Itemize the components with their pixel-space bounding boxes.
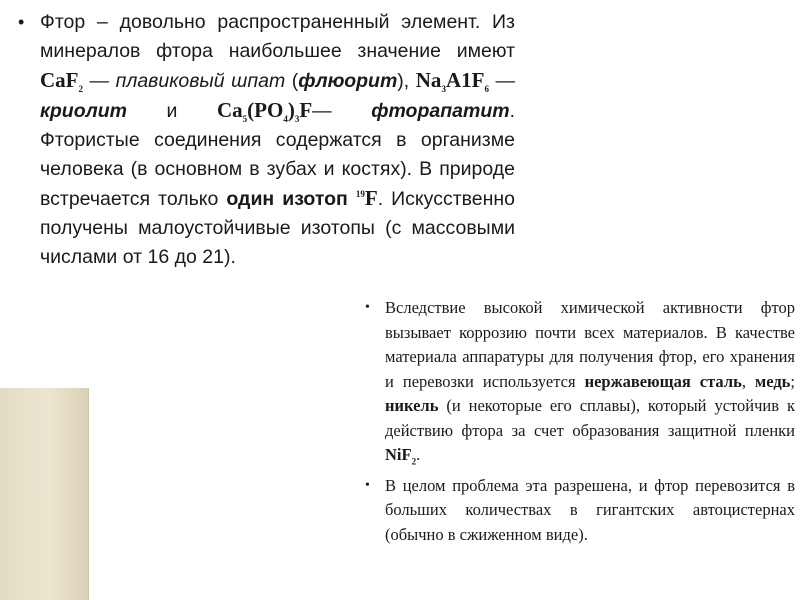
term-stainless-steel: нержавеющая сталь — [584, 371, 742, 391]
formula-cryolite: $Na_3A1F_6$ — [415, 68, 489, 95]
formula-caf2: CaF$_2$ — [40, 68, 83, 95]
formula-nif2: NiF$_2$ — [385, 445, 417, 467]
term-fluorapatite: фторапатит — [371, 100, 510, 122]
list-item: • Вследствие высокой химической активности фтор вызывает коррозию почти всех материалов. В качестве материала аппаратуры для получения фтор, его хранения и перевозки используется нержавеющая сталь, медь; никель (и некоторые его сплавы), который устойчив к действию фтора за счет образования защитной пленки NiF$_2$. — [365, 298, 795, 467]
term-fluorite: флюорит — [298, 70, 398, 92]
bullet: • — [365, 300, 370, 315]
fluorine-overview-paragraph — [18, 8, 515, 272]
term-cryolite: криолит — [40, 100, 127, 122]
isotope-f19: $^{19}$F — [355, 186, 378, 210]
bullet: • — [18, 12, 25, 32]
term-one-isotope: один изотоп — [226, 188, 348, 210]
list-item: • В целом проблема эта разрешена, и фтор перевозится в больших количествах в гигантских автоцистернах (обычно в сжиженном виде). — [365, 475, 795, 544]
formula-fluorapatite: $Ca_5(PO_4)_3F$ — [217, 98, 313, 125]
bullet: • — [365, 477, 370, 493]
term-copper: медь — [754, 371, 791, 391]
paragraph-text: Фтор – довольно распространенный элемент. Из минералов фтора наибольшее значение имеют CaF$_2$ — плавиковый шпат (флюорит), $Na_3A1F_6$ — криолит и $Ca_5(PO_4)_3F—$ фторапатит. Фтористые соединения содержатся в организме человека (в основном в зубах и костях). В природе встречается только один изотоп $^{19}$F. Искусственно получены малоустойчивые изотопы (с массовыми числами от 16 до 21). — [40, 11, 515, 268]
fluorine-handling-list — [363, 296, 795, 547]
decorative-side-panel — [0, 388, 89, 600]
term-fluorspar: плавиковый шпат — [115, 70, 286, 92]
term-nickel: никель — [385, 396, 439, 415]
